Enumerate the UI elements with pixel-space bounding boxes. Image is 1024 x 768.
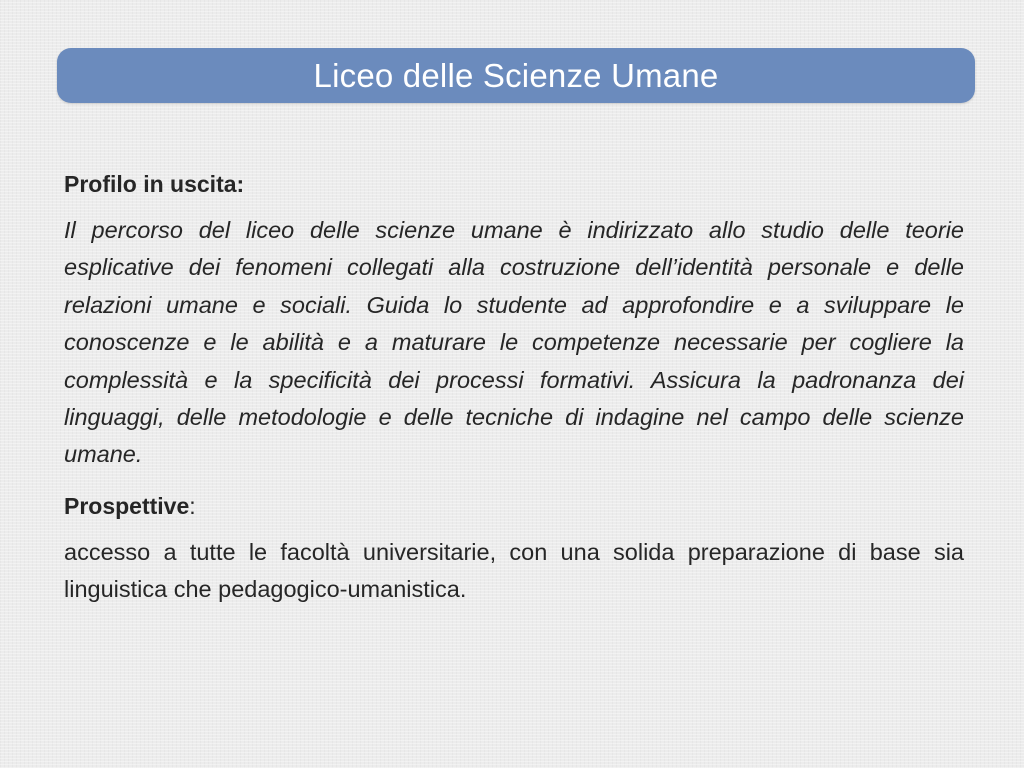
prospects-paragraph: accesso a tutte le facoltà universitarie, con una solida preparazione di base sia linguistica che pedagogico-umanistica.	[64, 538, 964, 603]
title-banner	[57, 48, 975, 103]
profile-heading: Profilo in uscita:	[64, 171, 245, 197]
slide-title: Liceo delle Scienze Umane	[313, 57, 719, 94]
prospects-heading-line	[64, 488, 964, 524]
prospects-heading: Prospettive	[64, 492, 190, 519]
profile-paragraph: Il percorso del liceo delle scienze umane è indirizzato allo studio delle teorie esplicative dei fenomeni collegati alla costruzione dell’identità personale e delle relazioni umane e sociali. Guida lo studente ad approfondire e a sviluppare le conoscenze e le abilità e a maturare le competenze necessarie per cogliere la complessità e la specificità dei processi formativi. Assicura la padronanza dei linguaggi, delle metodologie e delle tecniche di indagine nel campo delle scienze umane.	[64, 217, 964, 468]
prospects-heading-colon: :	[189, 492, 196, 519]
slide-content	[64, 166, 964, 609]
